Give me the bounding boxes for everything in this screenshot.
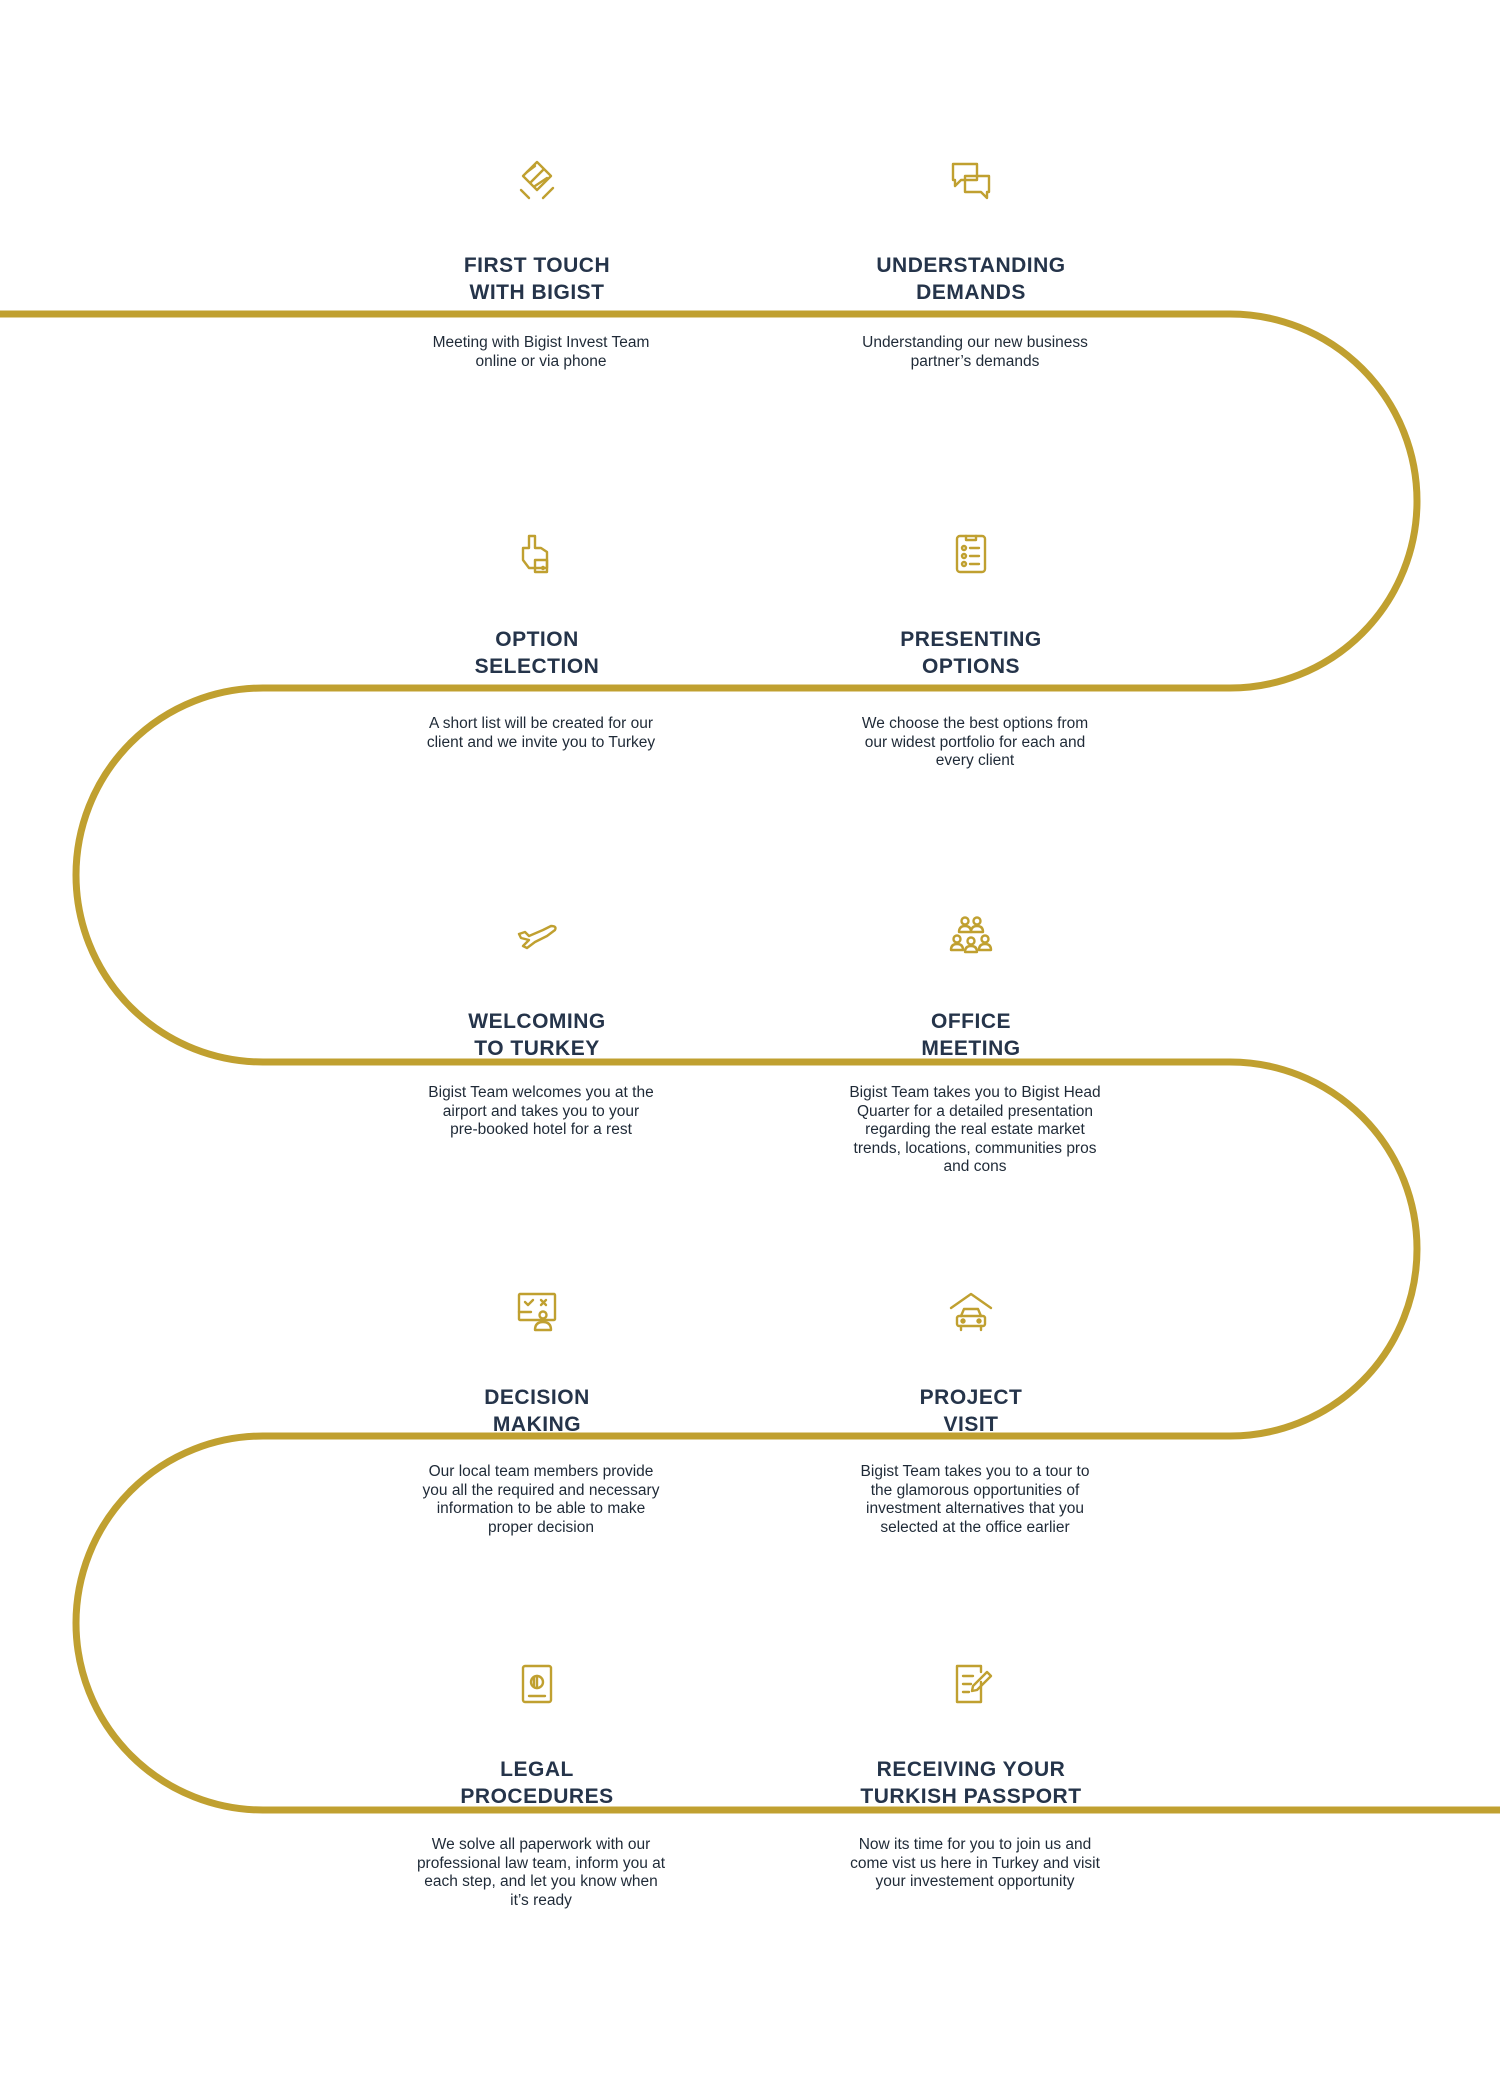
car-house-icon — [943, 1284, 999, 1340]
step-description: A short list will be created for our client and we invite you to Turkey — [426, 715, 656, 751]
step-office-meeting — [801, 908, 1141, 1062]
step-option-selection — [367, 526, 707, 680]
step-description: We choose the best options from our widest portfolio for each and every client — [861, 715, 1089, 769]
step-presenting-options — [801, 526, 1141, 680]
step-description: Meeting with Bigist Invest Team online or via phone — [432, 334, 650, 370]
clipboard-list-icon — [943, 526, 999, 582]
passport-edit-icon — [943, 1656, 999, 1712]
hand-pointer-icon — [509, 526, 565, 582]
step-first-touch — [367, 152, 707, 306]
step-project-visit — [801, 1284, 1141, 1438]
decision-board-icon — [509, 1284, 565, 1340]
step-description: Bigist Team takes you to Bigist Head Quarter for a detailed presentation regarding the real estate market trends, locations, communities pros and cons — [849, 1084, 1101, 1175]
step-receiving-passport — [801, 1656, 1141, 1810]
legal-document-icon — [509, 1656, 565, 1712]
step-title: OPTION SELECTION — [474, 628, 600, 678]
step-description: Our local team members provide you all the required and necessary information to be able to make proper decision — [422, 1463, 660, 1536]
step-title: RECEIVING YOUR TURKISH PASSPORT — [860, 1758, 1082, 1808]
step-title: WELCOMING TO TURKEY — [468, 1010, 606, 1060]
handshake-icon — [509, 152, 565, 208]
step-description: Understanding our new business partner’s demands — [862, 334, 1088, 370]
step-description: We solve all paperwork with our professional law team, inform you at each step, and let you know when it’s ready — [416, 1836, 666, 1909]
step-title: DECISION MAKING — [484, 1386, 590, 1436]
step-title: UNDERSTANDING DEMANDS — [876, 254, 1066, 304]
step-title: OFFICE MEETING — [921, 1010, 1021, 1060]
step-title: PROJECT VISIT — [919, 1386, 1023, 1436]
step-decision-making — [367, 1284, 707, 1438]
step-title: LEGAL PROCEDURES — [460, 1758, 614, 1808]
step-description: Bigist Team welcomes you at the airport and takes you to your pre-booked hotel for a rest — [428, 1084, 654, 1138]
step-title: PRESENTING OPTIONS — [900, 628, 1042, 678]
step-description: Now its time for you to join us and come vist us here in Turkey and visit your investement opportunity — [850, 1836, 1100, 1890]
step-title: FIRST TOUCH WITH BIGIST — [463, 254, 611, 304]
airplane-icon — [509, 908, 565, 964]
chat-bubbles-icon — [943, 152, 999, 208]
step-description: Bigist Team takes you to a tour to the glamorous opportunities of investment alternatives that you selected at the office earlier — [860, 1463, 1090, 1536]
step-welcoming-to-turkey — [367, 908, 707, 1062]
step-legal-procedures — [367, 1656, 707, 1810]
people-group-icon — [943, 908, 999, 964]
step-understanding-demands — [801, 152, 1141, 306]
